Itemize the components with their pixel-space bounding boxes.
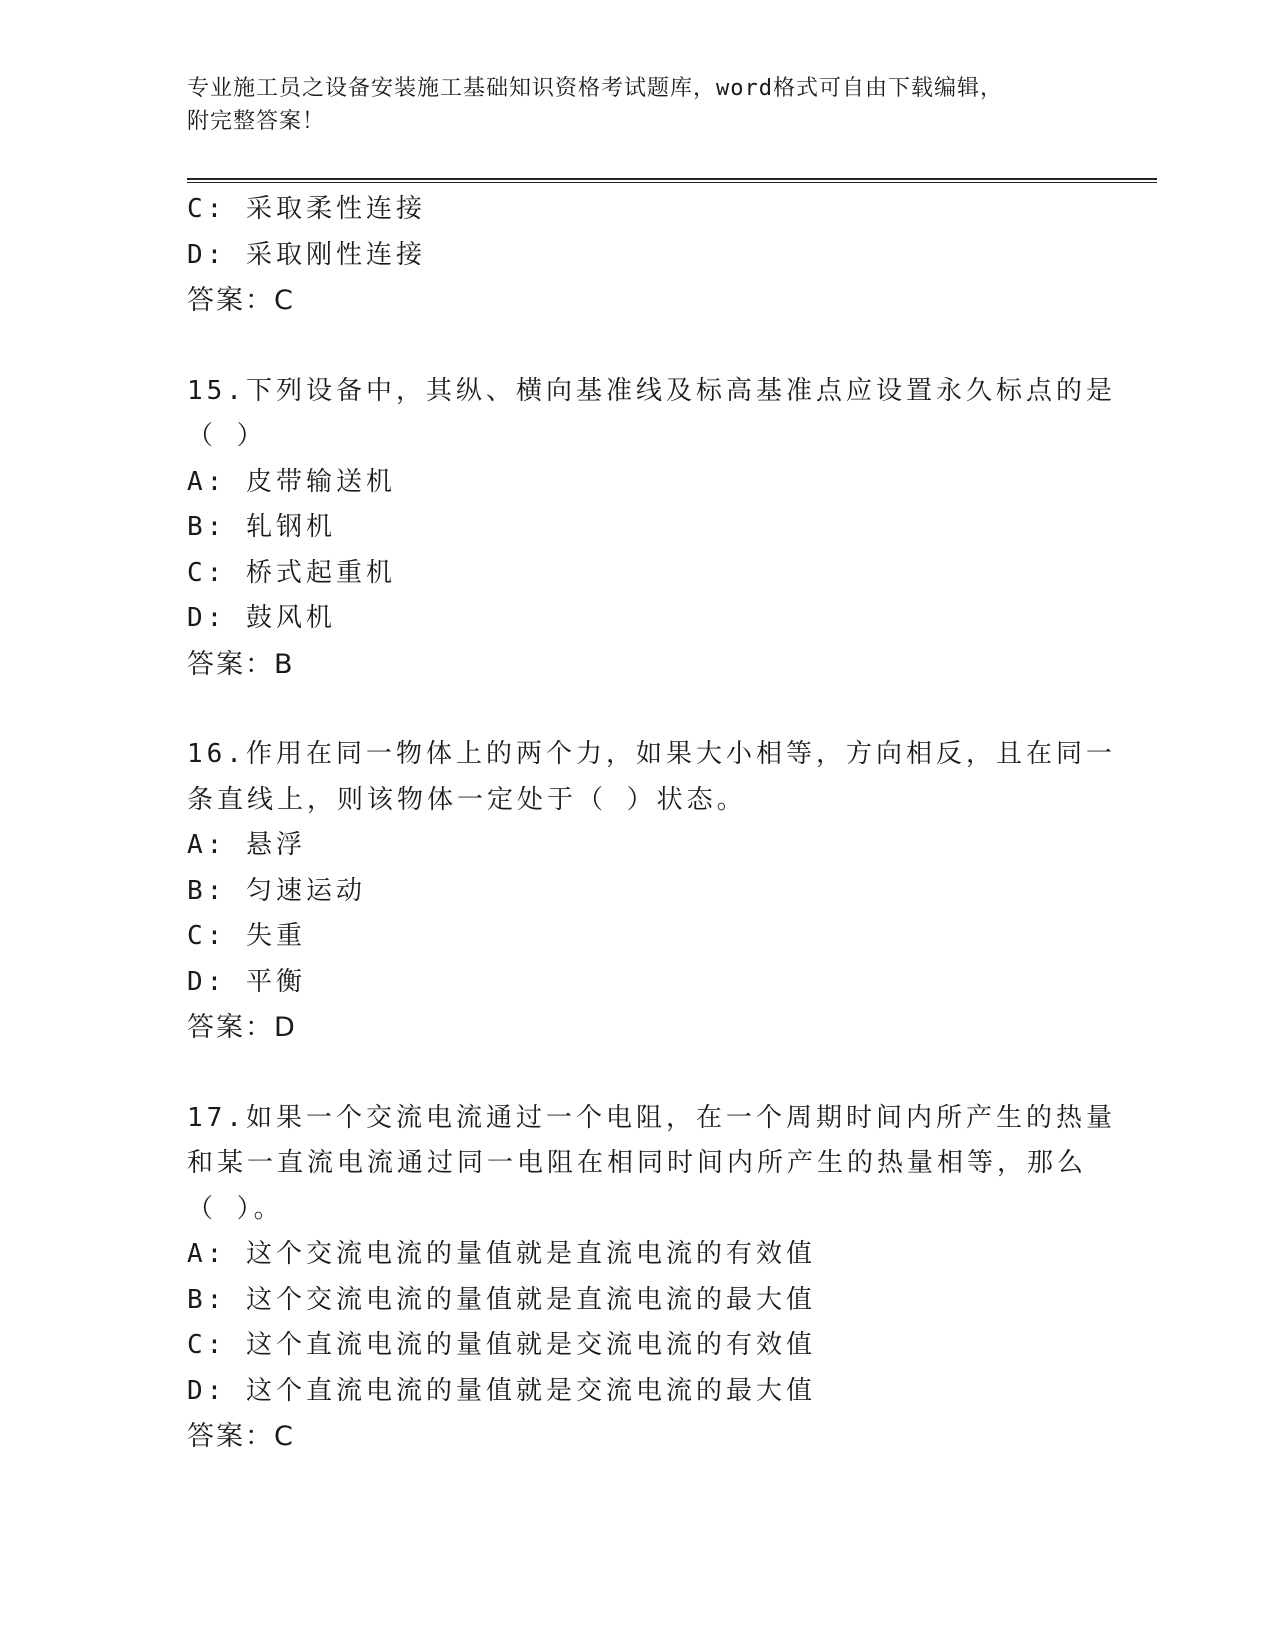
question-stem: （ ） [187, 421, 267, 451]
option-c: C: 失重 [187, 921, 306, 951]
option-d: D: 平衡 [187, 966, 306, 997]
option-b: B: 这个交流电流的量值就是直流电流的最大值 [187, 1284, 816, 1315]
question-15 [187, 369, 1116, 688]
header-line-2: 附完整答案！ [187, 109, 326, 134]
option-a: A: 这个交流电流的量值就是直流电流的有效值 [187, 1239, 816, 1269]
question-stem: 和某一直流电流通过同一电阻在相同时间内所产生的热量相等，那么 [187, 1148, 1088, 1178]
option-d: D: 采取刚性连接 [187, 239, 426, 270]
option-a: A: 悬浮 [187, 830, 306, 860]
question-17 [187, 1096, 1116, 1460]
question-stem: 16.作用在同一物体上的两个力，如果大小相等，方向相反，且在同一 [187, 739, 1116, 769]
document-body [187, 187, 1116, 1460]
option-a: A: 皮带输送机 [187, 466, 396, 497]
answer: 答案：C [187, 285, 295, 316]
option-d: D: 鼓风机 [187, 603, 336, 633]
answer: 答案：D [187, 1012, 297, 1043]
spacer [187, 324, 1087, 369]
option-b: B: 轧钢机 [187, 512, 336, 542]
option-b: B: 匀速运动 [187, 875, 366, 906]
option-d: D: 这个直流电流的量值就是交流电流的最大值 [187, 1375, 816, 1406]
question-14 [187, 187, 1087, 324]
header-divider [187, 178, 1157, 183]
header-line-1: 专业施工员之设备安装施工基础知识资格考试题库，word格式可自由下载编辑， [187, 76, 1003, 101]
question-stem: 17.如果一个交流电流通过一个电阻，在一个周期时间内所产生的热量 [187, 1102, 1116, 1133]
question-stem: （ ）。 [187, 1193, 284, 1224]
spacer [187, 687, 1087, 732]
question-stem: 条直线上，则该物体一定处于（ ）状态。 [187, 784, 747, 815]
option-c: C: 采取柔性连接 [187, 194, 426, 224]
question-16 [187, 732, 1116, 1051]
spacer [187, 1051, 1087, 1096]
option-c: C: 桥式起重机 [187, 557, 396, 588]
answer: 答案：B [187, 648, 295, 680]
page-header [187, 72, 1067, 138]
question-stem: 15.下列设备中，其纵、横向基准线及标高基准点应设置永久标点的是 [187, 375, 1116, 406]
option-c: C: 这个直流电流的量值就是交流电流的有效值 [187, 1330, 816, 1360]
answer: 答案：C [187, 1421, 295, 1452]
